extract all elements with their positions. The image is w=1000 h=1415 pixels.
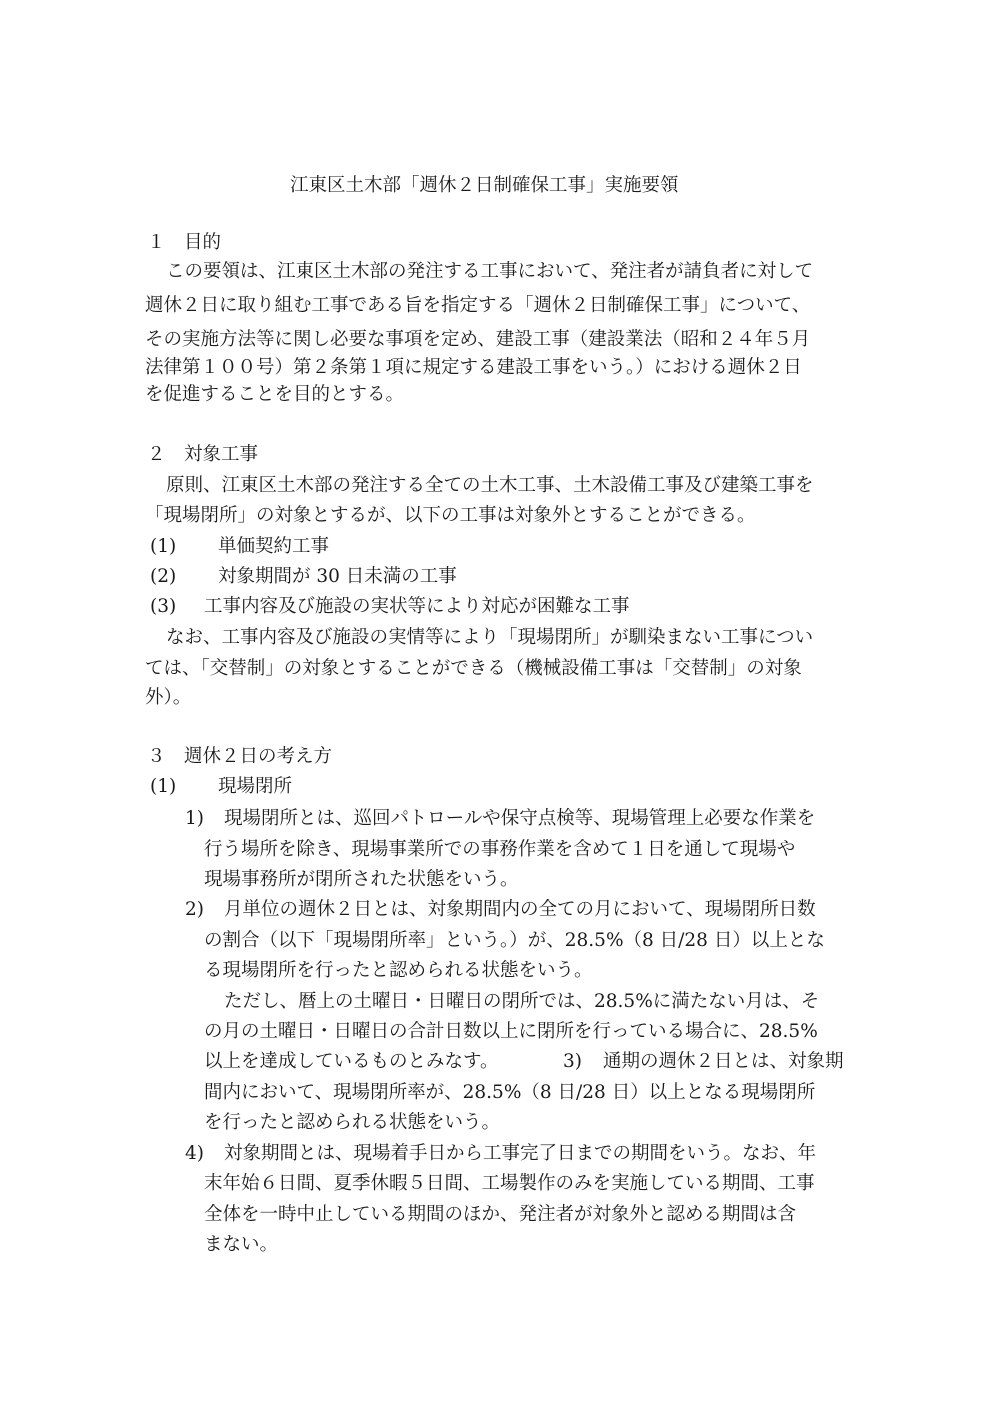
- item-number: 1): [185, 808, 204, 829]
- section-1-line: 週休２日に取り組む工事である旨を指定する「週休２日制確保工事」について、: [145, 295, 811, 316]
- section-1-heading: １ 目的: [147, 232, 222, 253]
- item-line: 現場閉所とは、巡回パトロールや保守点検等、現場管理上必要な作業を: [224, 808, 816, 829]
- section-2-note-line: なお、工事内容及び施設の実情等により「現場閉所」が馴染まない工事につい: [166, 627, 814, 648]
- section-2-item-text: 単価契約工事: [218, 536, 330, 557]
- item-line: 対象期間とは、現場着手日から工事完了日までの期間をいう。なお、年: [224, 1143, 817, 1164]
- item-line: の月の土曜日・日曜日の合計日数以上に閉所を行っている場合に、28.5%: [204, 1021, 818, 1042]
- item-line: ただし、暦上の土曜日・日曜日の閉所では、28.5%に満たない月は、そ: [224, 991, 820, 1012]
- section-3-heading: ３ 週休２日の考え方: [147, 746, 333, 767]
- section-2-item-number: (3): [150, 596, 177, 617]
- item-line: 月単位の週休２日とは、対象期間内の全ての月において、現場閉所日数: [224, 899, 816, 920]
- section-2-note-line: 外）。: [145, 687, 192, 708]
- section-2-heading: ２ 対象工事: [147, 444, 259, 465]
- section-2-item-text: 対象期間が 30 日未満の工事: [218, 566, 457, 587]
- item-line: 通期の週休２日とは、対象期: [603, 1051, 844, 1072]
- section-1-line: この要領は、江東区土木部の発注する工事において、発注者が請負者に対して: [166, 261, 814, 282]
- section-2-line: 「現場閉所」の対象とするが、以下の工事は対象外とすることができる。: [145, 505, 756, 526]
- document-title: 江東区土木部「週休２日制確保工事」実施要領: [290, 175, 679, 196]
- item-line: 行う場所を除き、現場事業所での事務作業を含めて１日を通して現場や: [204, 839, 796, 860]
- section-3-sub-heading: 現場閉所: [218, 776, 293, 797]
- item-number: 4): [185, 1143, 204, 1164]
- item-number: 2): [185, 899, 204, 920]
- item-line: 現場事務所が閉所された状態をいう。: [204, 869, 519, 890]
- item-line: の割合（以下「現場閉所率」という。）が、28.5%（8 日/28 日）以上とな: [204, 930, 825, 951]
- item-line: まない。: [204, 1234, 279, 1255]
- item-line: 間内において、現場閉所率が、28.5%（8 日/28 日）以上となる現場閉所: [204, 1082, 816, 1103]
- item-number: 3): [563, 1051, 582, 1072]
- section-2-item-text: 工事内容及び施設の実状等により対応が困難な工事: [204, 596, 630, 617]
- section-2-note-line: ては、「交替制」の対象とすることができる（機械設備工事は「交替制」の対象: [145, 658, 802, 679]
- section-1-line: 法律第１００号）第２条第１項に規定する建設工事をいう。）における週休２日: [145, 357, 802, 378]
- item-line: る現場閉所を行ったと認められる状態をいう。: [204, 960, 593, 981]
- item-line: 末年始６日間、夏季休暇５日間、工場製作のみを実施している期間、工事: [204, 1173, 815, 1194]
- item-line: を行ったと認められる状態をいう。: [204, 1112, 501, 1133]
- section-2-item-number: (1): [150, 536, 177, 557]
- section-1-line: を促進することを目的とする。: [145, 384, 405, 405]
- section-3-sub-number: (1): [150, 776, 177, 797]
- section-2-line: 原則、江東区土木部の発注する全ての土木工事、土木設備工事及び建築工事を: [166, 475, 814, 496]
- section-2-item-number: (2): [150, 566, 177, 587]
- item-line: 全体を一時中止している期間のほか、発注者が対象外と認める期間は含: [204, 1204, 797, 1225]
- item-line: 以上を達成しているものとみなす。: [204, 1051, 499, 1072]
- section-1-line: その実施方法等に関し必要な事項を定め、建設工事（建設業法（昭和２４年５月: [145, 329, 811, 350]
